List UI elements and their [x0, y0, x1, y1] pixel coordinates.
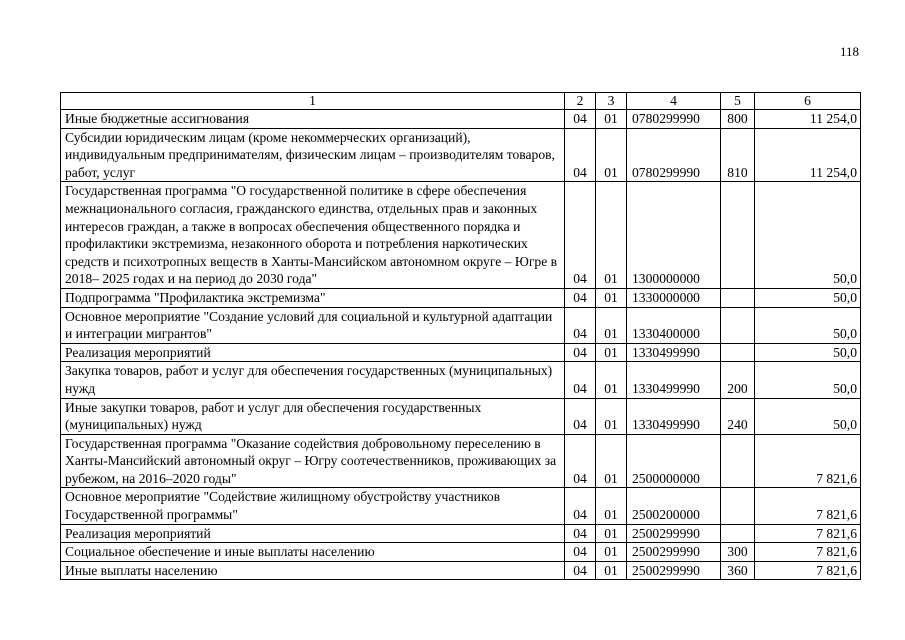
row-target-article-cell: 1330000000	[627, 288, 721, 307]
row-expense-type-cell: 200	[721, 362, 755, 398]
row-subsection-cell: 01	[596, 307, 627, 343]
row-amount-cell: 7 821,6	[755, 524, 861, 543]
row-amount-cell: 50,0	[755, 343, 861, 362]
row-name-cell: Государственная программа "О государственной политике в сфере обеспечения межнационального согласия, гражданского единства, отдельных прав и законных интересов граждан, а также в вопросах обеспечения общественного порядка и профилактики экстремизма, незаконного оборота и потребления наркотических средств и психотропных веществ в Ханты-Мансийском автономном округе – Югре в 2018– 2025 годах и на период до 2030 года"	[61, 182, 565, 289]
table-row	[61, 307, 861, 343]
table-row	[61, 543, 861, 562]
table-row	[61, 398, 861, 434]
row-section-cell: 04	[565, 434, 596, 488]
table-header-row	[61, 93, 861, 110]
row-section-cell: 04	[565, 488, 596, 524]
row-subsection-cell: 01	[596, 128, 627, 182]
row-subsection-cell: 01	[596, 524, 627, 543]
row-section-cell: 04	[565, 307, 596, 343]
row-target-article-cell: 2500299990	[627, 543, 721, 562]
row-name-cell: Государственная программа "Оказание содействия добровольному переселению в Ханты-Мансийский автономный округ – Югру соотечественников, проживающих за рубежом, на 2016–2020 годы"	[61, 434, 565, 488]
row-name-cell: Основное мероприятие "Создание условий для социальной и культурной адаптации и интеграции мигрантов"	[61, 307, 565, 343]
row-expense-type-cell: 300	[721, 543, 755, 562]
column-header-5: 5	[721, 93, 755, 110]
row-amount-cell: 7 821,6	[755, 434, 861, 488]
row-amount-cell: 11 254,0	[755, 128, 861, 182]
row-name-cell: Иные бюджетные ассигнования	[61, 110, 565, 129]
table-row	[61, 110, 861, 129]
row-target-article-cell: 0780299990	[627, 110, 721, 129]
row-target-article-cell: 1300000000	[627, 182, 721, 289]
row-subsection-cell: 01	[596, 343, 627, 362]
row-target-article-cell: 2500299990	[627, 524, 721, 543]
row-expense-type-cell	[721, 182, 755, 289]
row-amount-cell: 7 821,6	[755, 488, 861, 524]
row-subsection-cell: 01	[596, 488, 627, 524]
row-section-cell: 04	[565, 543, 596, 562]
row-target-article-cell: 1330499990	[627, 343, 721, 362]
row-target-article-cell: 1330400000	[627, 307, 721, 343]
row-name-cell: Реализация мероприятий	[61, 343, 565, 362]
table-row	[61, 488, 861, 524]
row-target-article-cell: 0780299990	[627, 128, 721, 182]
table-row	[61, 182, 861, 289]
column-header-1: 1	[61, 93, 565, 110]
row-name-cell: Субсидии юридическим лицам (кроме некоммерческих организаций), индивидуальным предпринимателям, физическим лицам – производителям товаров, работ, услуг	[61, 128, 565, 182]
row-expense-type-cell: 800	[721, 110, 755, 129]
row-section-cell: 04	[565, 182, 596, 289]
row-target-article-cell: 2500000000	[627, 434, 721, 488]
row-section-cell: 04	[565, 524, 596, 543]
row-section-cell: 04	[565, 288, 596, 307]
row-amount-cell: 11 254,0	[755, 110, 861, 129]
column-header-3: 3	[596, 93, 627, 110]
table-row	[61, 434, 861, 488]
column-header-6: 6	[755, 93, 861, 110]
row-name-cell: Закупка товаров, работ и услуг для обеспечения государственных (муниципальных) нужд	[61, 362, 565, 398]
row-section-cell: 04	[565, 398, 596, 434]
row-name-cell: Иные закупки товаров, работ и услуг для обеспечения государственных (муниципальных) нужд	[61, 398, 565, 434]
table-row	[61, 288, 861, 307]
row-name-cell: Подпрограмма "Профилактика экстремизма"	[61, 288, 565, 307]
row-section-cell: 04	[565, 128, 596, 182]
row-amount-cell: 7 821,6	[755, 561, 861, 580]
row-amount-cell: 7 821,6	[755, 543, 861, 562]
row-expense-type-cell	[721, 524, 755, 543]
row-subsection-cell: 01	[596, 434, 627, 488]
row-target-article-cell: 1330499990	[627, 362, 721, 398]
row-expense-type-cell	[721, 307, 755, 343]
table-row	[61, 128, 861, 182]
row-subsection-cell: 01	[596, 362, 627, 398]
row-name-cell: Иные выплаты населению	[61, 561, 565, 580]
table-row	[61, 343, 861, 362]
row-expense-type-cell	[721, 288, 755, 307]
row-amount-cell: 50,0	[755, 288, 861, 307]
row-subsection-cell: 01	[596, 288, 627, 307]
table-body	[61, 93, 861, 580]
table-row	[61, 362, 861, 398]
budget-table	[60, 92, 861, 580]
row-target-article-cell: 2500299990	[627, 561, 721, 580]
row-expense-type-cell: 810	[721, 128, 755, 182]
row-subsection-cell: 01	[596, 110, 627, 129]
row-expense-type-cell	[721, 434, 755, 488]
row-expense-type-cell: 240	[721, 398, 755, 434]
table-row	[61, 524, 861, 543]
column-header-4: 4	[627, 93, 721, 110]
column-header-2: 2	[565, 93, 596, 110]
row-amount-cell: 50,0	[755, 362, 861, 398]
row-amount-cell: 50,0	[755, 182, 861, 289]
row-target-article-cell: 2500200000	[627, 488, 721, 524]
row-name-cell: Социальное обеспечение и иные выплаты населению	[61, 543, 565, 562]
page-number: 118	[839, 44, 859, 59]
row-section-cell: 04	[565, 343, 596, 362]
row-section-cell: 04	[565, 561, 596, 580]
row-section-cell: 04	[565, 110, 596, 129]
row-subsection-cell: 01	[596, 398, 627, 434]
table-row	[61, 561, 861, 580]
row-amount-cell: 50,0	[755, 398, 861, 434]
row-name-cell: Реализация мероприятий	[61, 524, 565, 543]
row-amount-cell: 50,0	[755, 307, 861, 343]
row-name-cell: Основное мероприятие "Содействие жилищному обустройству участников Государственной программы"	[61, 488, 565, 524]
row-target-article-cell: 1330499990	[627, 398, 721, 434]
row-expense-type-cell	[721, 343, 755, 362]
row-subsection-cell: 01	[596, 561, 627, 580]
row-section-cell: 04	[565, 362, 596, 398]
row-expense-type-cell	[721, 488, 755, 524]
row-subsection-cell: 01	[596, 543, 627, 562]
row-expense-type-cell: 360	[721, 561, 755, 580]
row-subsection-cell: 01	[596, 182, 627, 289]
